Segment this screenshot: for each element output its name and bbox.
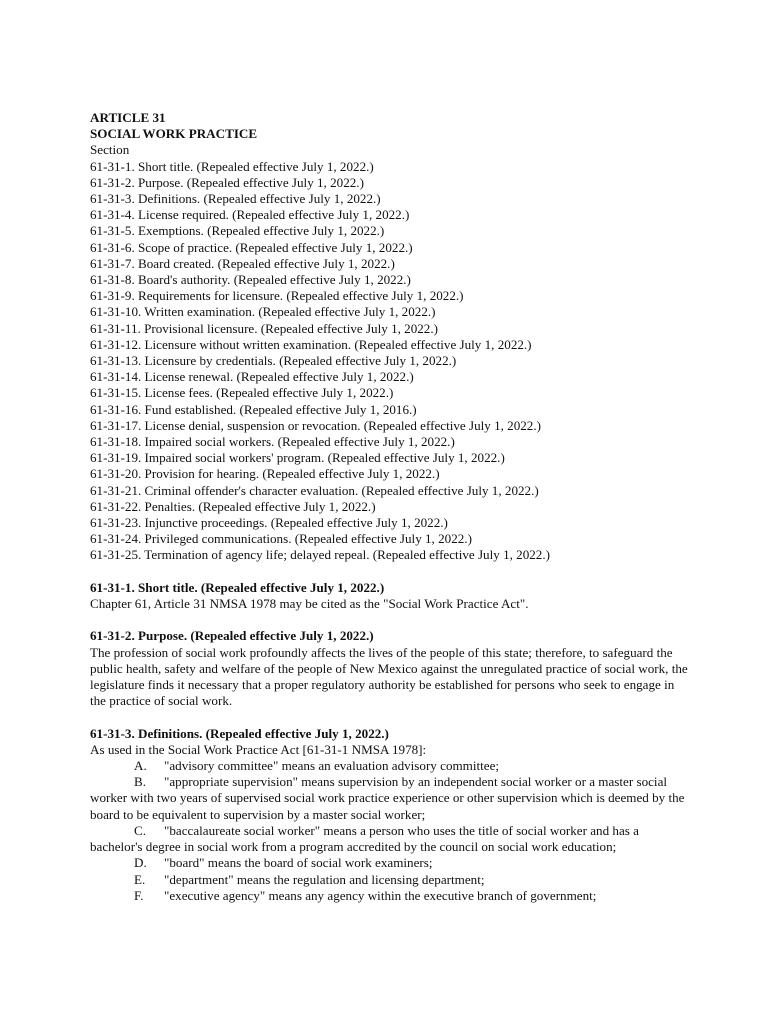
document-page [90, 110, 690, 904]
article-number: ARTICLE 31 [90, 110, 166, 125]
toc-item: 61-31-1. Short title. (Repealed effective July 1, 2022.) [90, 158, 374, 174]
definition-item [90, 855, 690, 871]
toc-item: 61-31-4. License required. (Repealed effective July 1, 2022.) [90, 207, 410, 223]
toc-item: 61-31-13. Licensure by credentials. (Repealed effective July 1, 2022.) [90, 353, 457, 369]
toc-item: 61-31-24. Privileged communications. (Repealed effective July 1, 2022.) [90, 531, 472, 547]
definition-marker: B. [134, 774, 147, 790]
toc-item: 61-31-17. License denial, suspension or revocation. (Repealed effective July 1, 2022.) [90, 417, 541, 433]
toc-item: 61-31-7. Board created. (Repealed effective July 1, 2022.) [90, 255, 395, 271]
definition-text: "department" means the regulation and licensing department; [164, 871, 485, 887]
toc-item: 61-31-20. Provision for hearing. (Repealed effective July 1, 2022.) [90, 466, 440, 482]
definition-item [90, 823, 690, 855]
definition-marker: E. [134, 871, 146, 887]
toc-item: 61-31-23. Injunctive proceedings. (Repealed effective July 1, 2022.) [90, 515, 448, 531]
spacer [90, 709, 690, 725]
toc-item: 61-31-8. Board's authority. (Repealed effective July 1, 2022.) [90, 272, 411, 288]
definition-marker: D. [134, 855, 147, 871]
toc-item: 61-31-19. Impaired social workers' program. (Repealed effective July 1, 2022.) [90, 450, 505, 466]
section-heading: 61-31-3. Definitions. (Repealed effective July 1, 2022.) [90, 725, 389, 741]
toc-item: 61-31-11. Provisional licensure. (Repealed effective July 1, 2022.) [90, 320, 438, 336]
definition-text: "baccalaureate social worker" means a person who uses the title of social worker and has a bachelor's degree in social work from a program accredited by the council on social work education; [90, 822, 639, 855]
toc-item: 61-31-16. Fund established. (Repealed effective July 1, 2016.) [90, 401, 417, 417]
toc-item: 61-31-10. Written examination. (Repealed effective July 1, 2022.) [90, 304, 436, 320]
spacer [90, 564, 690, 580]
toc-item: 61-31-21. Criminal offender's character evaluation. (Repealed effective July 1, 2022.) [90, 482, 539, 498]
section-body: The profession of social work profoundly affects the lives of the people of this state; therefore, to safeguard the public health, safety and welfare of the people of New Mexico against the unregulated practice of social work, the legislature finds it necessary that a proper regulatory authority be established for persons who seek to engage in the practice of social work. [90, 644, 688, 709]
section-body: Chapter 61, Article 31 NMSA 1978 may be cited as the "Social Work Practice Act". [90, 596, 529, 612]
definition-marker: C. [134, 822, 147, 838]
spacer [90, 612, 690, 628]
definition-text: "board" means the board of social work examiners; [164, 855, 433, 871]
toc-item: 61-31-12. Licensure without written examination. (Repealed effective July 1, 2022.) [90, 336, 532, 352]
definition-item [90, 888, 690, 904]
section-short-title [90, 580, 690, 612]
toc-item: 61-31-6. Scope of practice. (Repealed effective July 1, 2022.) [90, 239, 413, 255]
toc-item: 61-31-25. Termination of agency life; delayed repeal. (Repealed effective July 1, 2022.) [90, 547, 550, 563]
toc-item: 61-31-15. License fees. (Repealed effective July 1, 2022.) [90, 385, 394, 401]
section-label: Section [90, 142, 130, 158]
toc-item: 61-31-18. Impaired social workers. (Repealed effective July 1, 2022.) [90, 434, 455, 450]
definition-item [90, 758, 690, 774]
toc-item: 61-31-3. Definitions. (Repealed effective July 1, 2022.) [90, 191, 381, 207]
definition-item [90, 872, 690, 888]
toc-item: 61-31-9. Requirements for licensure. (Repealed effective July 1, 2022.) [90, 288, 464, 304]
toc-item: 61-31-14. License renewal. (Repealed effective July 1, 2022.) [90, 369, 414, 385]
definition-marker: F. [134, 887, 144, 903]
article-title: SOCIAL WORK PRACTICE [90, 126, 258, 142]
toc-item: 61-31-2. Purpose. (Repealed effective July 1, 2022.) [90, 174, 364, 190]
definition-text: "executive agency" means any agency within the executive branch of government; [164, 887, 597, 903]
definition-item [90, 774, 690, 823]
toc-item: 61-31-22. Penalties. (Repealed effective July 1, 2022.) [90, 498, 376, 514]
section-definitions [90, 726, 690, 904]
section-heading: 61-31-2. Purpose. (Repealed effective July 1, 2022.) [90, 628, 374, 644]
toc-item: 61-31-5. Exemptions. (Repealed effective July 1, 2022.) [90, 223, 385, 239]
definition-text: "advisory committee" means an evaluation advisory committee; [164, 758, 500, 774]
definition-marker: A. [134, 758, 147, 774]
section-purpose [90, 628, 690, 709]
table-of-contents [90, 159, 690, 564]
definition-text: "appropriate supervision" means supervision by an independent social worker or a master social worker with two years of supervised social work practice experience or other supervision which is deemed by the board to be equivalent to supervision by a master social worker; [90, 774, 685, 822]
definitions-intro: As used in the Social Work Practice Act [61-31-1 NMSA 1978]: [90, 741, 427, 757]
section-heading: 61-31-1. Short title. (Repealed effective July 1, 2022.) [90, 579, 385, 595]
